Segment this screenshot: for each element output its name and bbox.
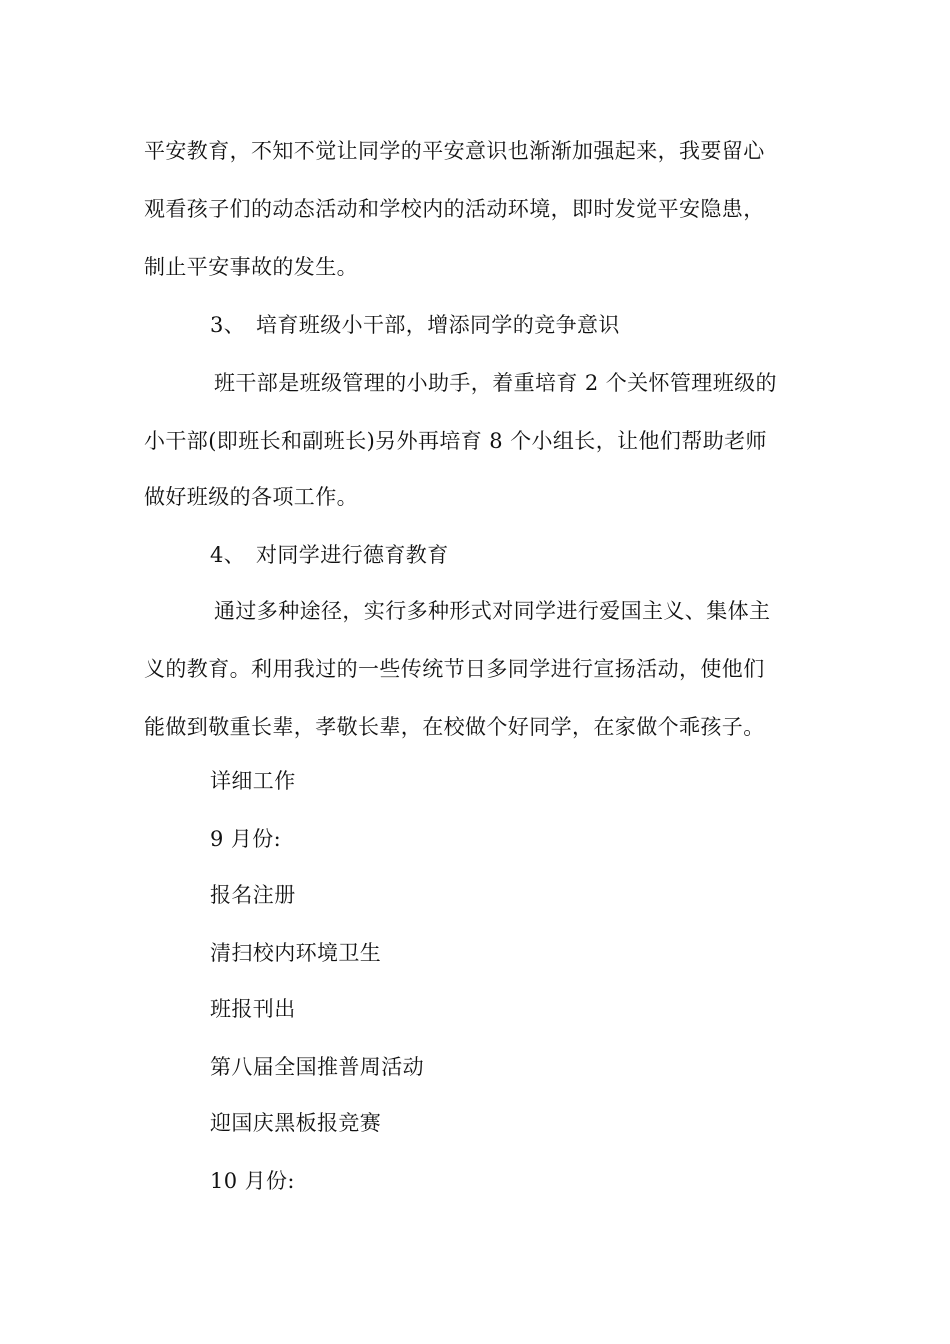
section-title: 对同学进行德育教育 bbox=[256, 543, 449, 567]
task-item: 清扫校内环境卫生 bbox=[210, 941, 382, 965]
plan-heading: 详细工作 bbox=[210, 769, 296, 793]
section-heading-4 bbox=[210, 540, 890, 570]
paragraph-line: 做好班级的各项工作。 bbox=[144, 485, 358, 509]
task-item: 班报刊出 bbox=[210, 997, 296, 1021]
paragraph-line: 观看孩子们的动态活动和学校内的活动环境，即时发觉平安隐患， bbox=[144, 197, 765, 221]
paragraph-line: 能做到敬重长辈，孝敬长辈，在校做个好同学，在家做个乖孩子。 bbox=[144, 715, 765, 739]
paragraph-line: 平安教育，不知不觉让同学的平安意识也渐渐加强起来，我要留心 bbox=[144, 139, 765, 163]
section-title: 培育班级小干部，增添同学的竞争意识 bbox=[256, 313, 620, 337]
task-item: 迎国庆黑板报竞赛 bbox=[210, 1111, 382, 1135]
section-number: 3、 bbox=[210, 313, 246, 337]
section-number: 4、 bbox=[210, 543, 246, 567]
month-label: 10 月份: bbox=[210, 1169, 295, 1193]
paragraph-line: 通过多种途径，实行多种形式对同学进行爱国主义、集体主 bbox=[214, 599, 771, 623]
month-label: 9 月份: bbox=[210, 827, 282, 851]
paragraph-line: 义的教育。利用我过的一些传统节日多同学进行宣扬活动，使他们 bbox=[144, 657, 765, 681]
task-item: 报名注册 bbox=[210, 883, 296, 907]
paragraph-line: 制止平安事故的发生。 bbox=[144, 255, 358, 279]
paragraph-line: 小干部(即班长和副班长)另外再培育 8 个小组长，让他们帮助老师 bbox=[144, 429, 767, 453]
task-item: 第八届全国推普周活动 bbox=[210, 1055, 424, 1079]
section-heading-3 bbox=[210, 310, 890, 340]
paragraph-line: 班干部是班级管理的小助手，着重培育 2 个关怀管理班级的 bbox=[214, 371, 777, 395]
